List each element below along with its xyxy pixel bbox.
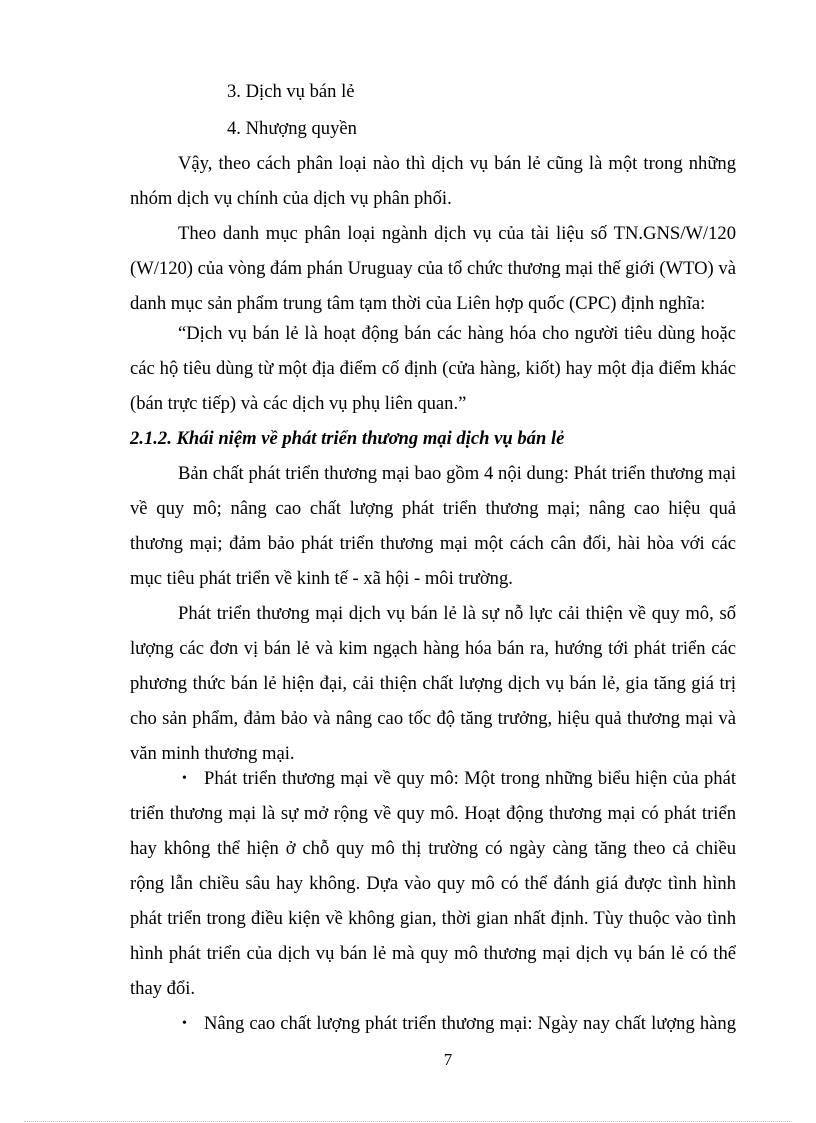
bullet-line: Nâng cao chất lượng phát triển thương mại: Ngày nay chất lượng hàng	[204, 1013, 736, 1034]
list-item-3: 3. Dịch vụ bán lẻ	[227, 81, 355, 102]
paragraph-line: danh mục sản phẩm trung tâm tạm thời của Liên hợp quốc (CPC) định nghĩa:	[130, 293, 706, 314]
paragraph-line: phương thức bán lẻ hiện đại, cải thiện chất lượng dịch vụ bán lẻ, gia tăng giá trị	[130, 673, 736, 694]
quote-line: (bán trực tiếp) và các dịch vụ phụ liên quan.”	[130, 393, 467, 414]
page-number: 7	[443, 1050, 453, 1069]
paragraph-line: nhóm dịch vụ chính của dịch vụ phân phối.	[130, 188, 452, 209]
paragraph-line: thương mại; đảm bảo phát triển thương mại một cách cân đối, hài hòa với các	[130, 533, 736, 554]
paragraph-line: Phát triển thương mại dịch vụ bán lẻ là sự nỗ lực cải thiện về quy mô, số	[178, 603, 736, 624]
paragraph-line: văn minh thương mại.	[130, 743, 295, 764]
paragraph-line: hình phát triển của dịch vụ bán lẻ mà quy mô thương mại dịch vụ bán lẻ có thể	[130, 943, 736, 964]
paragraph-line: Vậy, theo cách phân loại nào thì dịch vụ bán lẻ cũng là một trong những	[178, 153, 736, 174]
bullet-dot: •	[182, 1016, 187, 1031]
paragraph-line: Theo danh mục phân loại ngành dịch vụ của tài liệu số TN.GNS/W/120	[178, 223, 736, 244]
paragraph-line: Bản chất phát triển thương mại bao gồm 4 nội dung: Phát triển thương mại	[178, 463, 736, 484]
bullet-line: Phát triển thương mại về quy mô: Một trong những biểu hiện của phát	[204, 768, 736, 789]
paragraph-line: triển thương mại là sự mở rộng về quy mô. Hoạt động thương mại có phát triển	[130, 803, 736, 824]
list-item-4: 4. Nhượng quyền	[227, 118, 357, 139]
paragraph-line: lượng các đơn vị bán lẻ và kim ngạch hàng hóa bán ra, hướng tới phát triển các	[130, 638, 736, 659]
paragraph-line: thay đổi.	[130, 978, 196, 999]
quote-line: các hộ tiêu dùng từ một địa điểm cố định (cửa hàng, kiốt) hay một địa điểm khác	[130, 358, 736, 379]
paragraph-line: phát triển trong điều kiện về không gian, thời gian nhất định. Tùy thuộc vào tình	[130, 908, 736, 929]
quote-line: “Dịch vụ bán lẻ là hoạt động bán các hàng hóa cho người tiêu dùng hoặc	[178, 323, 736, 344]
paragraph-line: hay không thể hiện ở chỗ quy mô thị trường có ngày càng tăng theo cả chiều	[130, 838, 736, 859]
page-footer-rule	[24, 1121, 792, 1122]
section-heading: 2.1.2. Khái niệm về phát triển thương mại dịch vụ bán lẻ	[130, 428, 565, 449]
bullet-dot: •	[182, 771, 187, 786]
paragraph-line: (W/120) của vòng đám phán Uruguay của tổ chức thương mại thế giới (WTO) và	[130, 258, 736, 279]
paragraph-line: về quy mô; nâng cao chất lượng phát triển thương mại; nâng cao hiệu quả	[130, 498, 736, 519]
paragraph-line: rộng lẫn chiều sâu hay không. Dựa vào quy mô có thể đánh giá được tình hình	[130, 873, 736, 894]
paragraph-line: cho sản phẩm, đảm bảo và nâng cao tốc độ tăng trưởng, hiệu quả thương mại và	[130, 708, 736, 729]
paragraph-line: mục tiêu phát triển về kinh tế - xã hội - môi trường.	[130, 568, 513, 589]
